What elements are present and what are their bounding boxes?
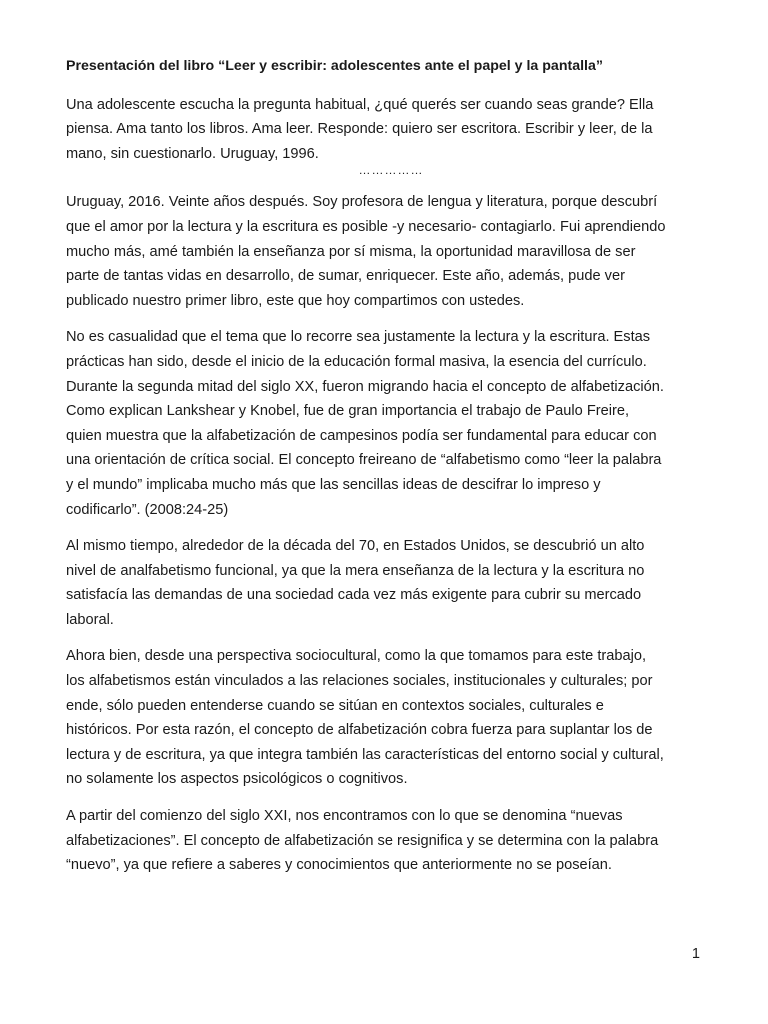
text-line: Al mismo tiempo, alrededor de la década del 70, en Estados Unidos, se descubrió un alto xyxy=(66,538,645,555)
text-line: mucho más, amé también la enseñanza por sí misma, la oportunidad maravillosa de ser xyxy=(66,243,636,260)
text-line: Durante la segunda mitad del siglo XX, fueron migrando hacia el concepto de alfabetización. xyxy=(66,378,664,395)
text-line: mano, sin cuestionarlo. Uruguay, 1996. xyxy=(66,145,319,162)
paragraph-3 xyxy=(66,325,716,522)
text-line: y el mundo” implicaba mucho más que las sencillas ideas de descifrar lo impreso y xyxy=(66,476,601,493)
text-line: satisfacía las demandas de una sociedad cada vez más exigente para cubrir su mercado xyxy=(66,587,642,604)
text-line: “nuevo”, ya que refiere a saberes y conocimientos que anteriormente no se poseían. xyxy=(66,857,612,874)
paragraph-2 xyxy=(66,190,716,313)
text-line: A partir del comienzo del siglo XXI, nos encontramos con lo que se denomina “nuevas xyxy=(66,808,623,825)
text-line: publicado nuestro primer libro, este que hoy compartimos con ustedes. xyxy=(66,292,525,309)
document-title: Presentación del libro “Leer y escribir: adolescentes ante el papel y la pantalla” xyxy=(66,58,603,74)
text-line: ende, sólo pueden entenderse cuando se sitúan en contextos sociales, culturales e xyxy=(66,697,604,714)
text-line: piensa. Ama tanto los libros. Ama leer. Responde: quiero ser escritora. Escribir y leer, de la xyxy=(66,121,653,138)
text-line: Como explican Lankshear y Knobel, fue de gran importancia el trabajo de Paulo Freire, xyxy=(66,403,629,420)
text-line: los alfabetismos están vinculados a las relaciones sociales, institucionales y culturales; por xyxy=(66,673,653,690)
text-line: No es casualidad que el tema que lo recorre sea justamente la lectura y la escritura. Estas xyxy=(66,329,651,346)
text-line: históricos. Por esta razón, el concepto de alfabetización cobra fuerza para suplantar los de xyxy=(66,722,653,739)
paragraph-6 xyxy=(66,804,716,878)
text-line: Ahora bien, desde una perspectiva sociocultural, como la que tomamos para este trabajo, xyxy=(66,648,647,665)
text-line: lectura y de escritura, ya que integra también las características del entorno social y cultural, xyxy=(66,746,664,763)
document-body xyxy=(66,54,716,890)
text-line: Uruguay, 2016. Veinte años después. Soy profesora de lengua y literatura, porque descubrí xyxy=(66,194,658,211)
text-line: Una adolescente escucha la pregunta habitual, ¿qué querés ser cuando seas grande? Ella xyxy=(66,96,654,113)
page-number: 1 xyxy=(691,946,700,962)
text-line: una orientación de crítica social. El concepto freireano de “alfabetismo como “leer la palabra xyxy=(66,452,662,469)
text-line: parte de tantas vidas en desarrollo, de sumar, enriquecer. Este año, además, pude ver xyxy=(66,268,625,285)
text-line: no solamente los aspectos psicológicos o cognitivos. xyxy=(66,771,408,788)
section-separator: …………… xyxy=(358,163,424,178)
text-line: laboral. xyxy=(66,611,114,628)
paragraph-1 xyxy=(66,93,716,179)
paragraph-5 xyxy=(66,644,716,792)
text-line: quien muestra que la alfabetización de campesinos podía ser fundamental para educar con xyxy=(66,427,657,444)
text-line: codificarlo”. (2008:24-25) xyxy=(66,501,229,518)
text-line: nivel de analfabetismo funcional, ya que la mera enseñanza de la lectura y la escritura no xyxy=(66,562,645,579)
paragraph-4 xyxy=(66,534,716,632)
text-line: prácticas han sido, desde el inicio de la educación formal masiva, la esencia del currículo. xyxy=(66,353,647,370)
text-line: alfabetizaciones”. El concepto de alfabetización se resignifica y se determina con la palabra xyxy=(66,832,659,849)
text-line: que el amor por la lectura y la escritura es posible -y necesario- contagiarlo. Fui aprendiendo xyxy=(66,218,666,235)
